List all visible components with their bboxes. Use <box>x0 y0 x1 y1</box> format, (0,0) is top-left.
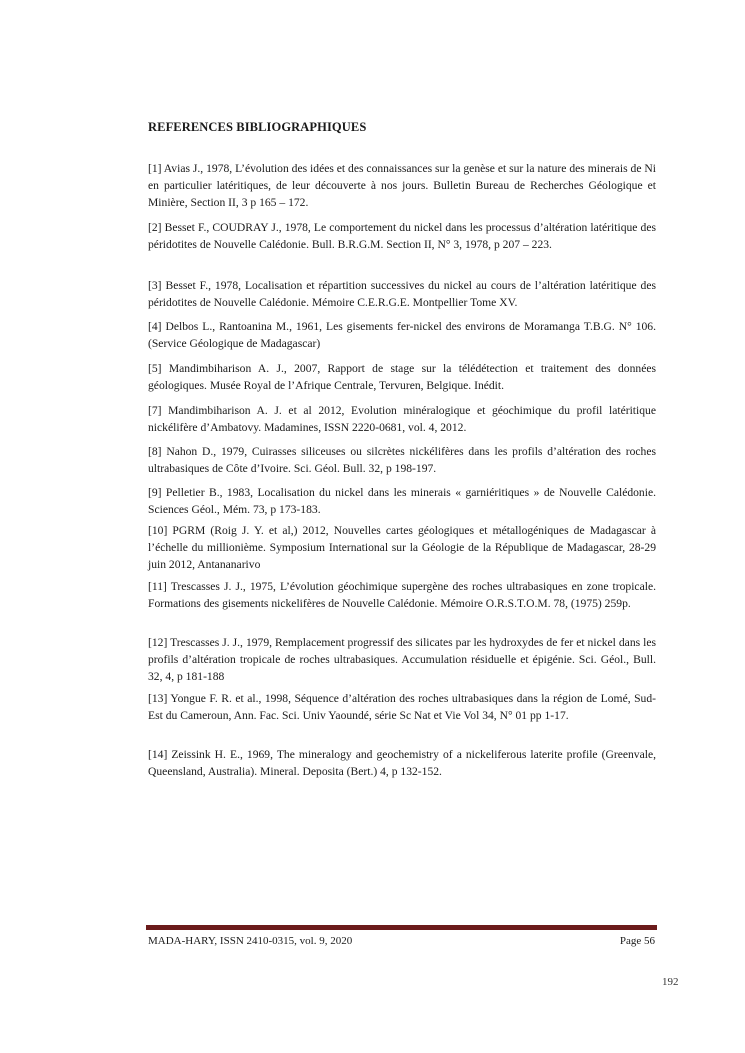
reference-item: [3] Besset F., 1978, Localisation et répartition successives du nickel au cours de l’altération latéritique des péridotites de Nouvelle Calédonie. Mémoire C.E.R.G.E. Montpellier Tome XV. <box>148 279 656 309</box>
footer-page-label: Page 56 <box>619 935 655 947</box>
reference-item: [13] Yongue F. R. et al., 1998, Séquence d’altération des roches ultrabasiques dans la région de Lomé, Sud-Est du Cameroun, Ann. Fac. Sci. Univ Yaoundé, série Sc Nat et Vie Vol 34, N° 01 pp 1-17. <box>148 692 656 722</box>
reference-item: [14] Zeissink H. E., 1969, The mineralogy and geochemistry of a nickeliferous laterite profile (Greenvale, Queensland, Australia). Mineral. Deposita (Bert.) 4, p 132-152. <box>148 748 656 778</box>
reference-item: [2] Besset F., COUDRAY J., 1978, Le comportement du nickel dans les processus d’altération latéritique des péridotites de Nouvelle Calédonie. Bull. B.R.G.M. Section II, N° 3, 1978, p 207 – 223. <box>148 221 656 251</box>
footer-journal: MADA-HARY, ISSN 2410-0315, vol. 9, 2020 <box>148 935 353 947</box>
section-heading: REFERENCES BIBLIOGRAPHIQUES <box>148 120 367 134</box>
reference-item: [5] Mandimbiharison A. J., 2007, Rapport de stage sur la télédétection et traitement des données géologiques. Musée Royal de l’Afrique Centrale, Tervuren, Belgique. Inédit. <box>148 362 656 392</box>
reference-item: [7] Mandimbiharison A. J. et al 2012, Evolution minéralogique et géochimique du profil latéritique nickélifère d’Ambatovy. Madamines, ISSN 2220-0681, vol. 4, 2012. <box>148 404 656 434</box>
page-number: 192 <box>662 976 679 988</box>
reference-item: [10] PGRM (Roig J. Y. et al,) 2012, Nouvelles cartes géologiques et métallogéniques de Madagascar à l’échelle du millionième. Symposium International sur la Géologie de la République de Madagascar, 28-29 juin 2012, Antananarivo <box>148 524 656 571</box>
reference-item: [4] Delbos L., Rantoanina M., 1961, Les gisements fer-nickel des environs de Moramanga T.B.G. N° 106. (Service Géologique de Madagascar) <box>148 320 656 350</box>
reference-item: [1] Avias J., 1978, L’évolution des idées et des connaissances sur la genèse et sur la nature des minerais de Ni en particulier latéritiques, de leur découverte à nos jours. Bulletin Bureau de Recherches Géologique et Minière, Section II, 3 p 165 – 172. <box>148 162 656 209</box>
footer-rule <box>146 925 657 930</box>
reference-item: [8] Nahon D., 1979, Cuirasses siliceuses ou silcrètes nickélifères dans les profils d’altération des roches ultrabasiques de Côte d’Ivoire. Sci. Géol. Bull. 32, p 198-197. <box>148 445 656 475</box>
reference-item: [11] Trescasses J. J., 1975, L’évolution géochimique supergène des roches ultrabasiques en zone tropicale. Formations des gisements nickelifères de Nouvelle Calédonie. Mémoire O.R.S.T.O.M. 78, (1975) 259p. <box>148 580 656 610</box>
reference-item: [9] Pelletier B., 1983, Localisation du nickel dans les minerais « garniéritiques » de Nouvelle Calédonie. Sciences Géol., Mém. 73, p 173-183. <box>148 486 656 516</box>
reference-item: [12] Trescasses J. J., 1979, Remplacement progressif des silicates par les hydroxydes de fer et nickel dans les profils d’altération tropicale de roches ultrabasiques. Accumulation résiduelle et épigénie. Sci. Géol., Bull. 32, 4, p 181-188 <box>148 636 656 683</box>
